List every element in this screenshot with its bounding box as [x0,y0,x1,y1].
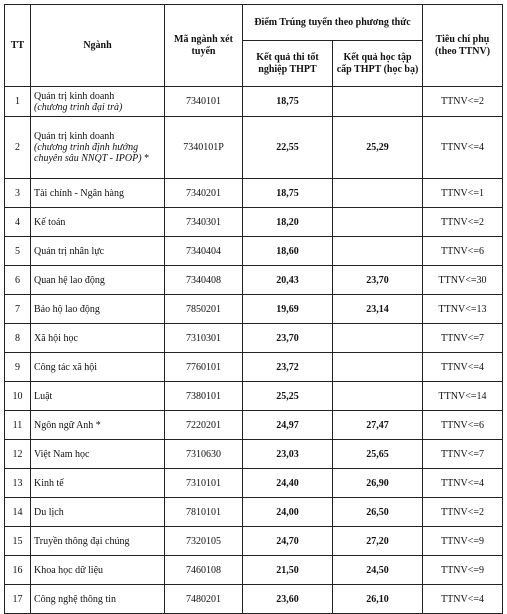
row-tieu-chi: TTNV<=2 [423,208,503,237]
row-nganh [31,411,165,440]
row-ma-nganh: 7380101 [165,382,243,411]
row-diem-hocba: 25,65 [333,440,423,469]
row-tt: 4 [5,208,31,237]
row-diem-hocba [333,382,423,411]
row-tt: 5 [5,237,31,266]
row-tieu-chi: TTNV<=7 [423,324,503,353]
nganh-name: Truyền thông đại chúng [34,535,130,547]
table-row [5,117,503,179]
row-nganh [31,556,165,585]
table-row [5,585,503,614]
row-tt: 9 [5,353,31,382]
row-ma-nganh: 7310301 [165,324,243,353]
row-tieu-chi: TTNV<=6 [423,411,503,440]
col-header-thpt: Kết quả thi tốt nghiệp THPT [243,41,333,87]
row-tt: 13 [5,469,31,498]
row-diem-thpt: 19,69 [243,295,333,324]
row-diem-hocba [333,179,423,208]
row-ma-nganh: 7340101P [165,117,243,179]
table-row [5,324,503,353]
nganh-name: Bảo hộ lao động [34,303,100,315]
row-diem-thpt: 21,50 [243,556,333,585]
table-row [5,353,503,382]
row-tieu-chi: TTNV<=6 [423,237,503,266]
nganh-name: Công tác xã hội [34,361,98,373]
row-nganh [31,382,165,411]
nganh-name: Quản trị nhân lực [34,245,105,257]
table-row [5,87,503,117]
row-diem-thpt: 23,60 [243,585,333,614]
row-nganh [31,585,165,614]
row-tieu-chi: TTNV<=2 [423,87,503,117]
row-tt: 17 [5,585,31,614]
nganh-name: Ngôn ngữ Anh * [34,419,101,431]
row-tt: 2 [5,117,31,179]
row-nganh [31,208,165,237]
row-tt: 8 [5,324,31,353]
row-diem-thpt: 25,25 [243,382,333,411]
row-diem-hocba: 26,10 [333,585,423,614]
row-ma-nganh: 7760101 [165,353,243,382]
row-diem-hocba: 26,50 [333,498,423,527]
row-ma-nganh: 7340301 [165,208,243,237]
row-tt: 12 [5,440,31,469]
row-tt: 15 [5,527,31,556]
row-diem-hocba: 27,20 [333,527,423,556]
nganh-name: Xã hội học [34,332,78,344]
row-ma-nganh: 7340408 [165,266,243,295]
row-tt: 1 [5,87,31,117]
row-diem-hocba [333,353,423,382]
nganh-note: (chương trình đại trà) [34,101,123,113]
row-diem-thpt: 23,03 [243,440,333,469]
row-tieu-chi: TTNV<=7 [423,440,503,469]
row-diem-hocba [333,237,423,266]
row-diem-hocba: 26,90 [333,469,423,498]
row-nganh [31,87,165,117]
row-nganh [31,237,165,266]
table-row [5,411,503,440]
row-tt: 16 [5,556,31,585]
nganh-name: Khoa học dữ liệu [34,564,104,576]
row-tieu-chi: TTNV<=9 [423,527,503,556]
row-ma-nganh: 7850201 [165,295,243,324]
row-nganh [31,324,165,353]
row-diem-hocba [333,324,423,353]
row-diem-thpt: 24,40 [243,469,333,498]
row-ma-nganh: 7220201 [165,411,243,440]
row-diem-thpt: 20,43 [243,266,333,295]
table-row [5,179,503,208]
row-diem-hocba: 23,14 [333,295,423,324]
row-ma-nganh: 7480201 [165,585,243,614]
row-diem-hocba: 27,47 [333,411,423,440]
row-ma-nganh: 7460108 [165,556,243,585]
row-nganh [31,469,165,498]
row-ma-nganh: 7340101 [165,87,243,117]
nganh-note: (chương trình định hướng chuyên sâu NNQT - IPOP) [34,142,142,164]
nganh-name: Kế toán [34,216,66,228]
nganh-suffix: * [141,153,150,164]
row-tieu-chi: TTNV<=14 [423,382,503,411]
row-diem-thpt: 24,00 [243,498,333,527]
row-nganh [31,266,165,295]
row-tieu-chi: TTNV<=13 [423,295,503,324]
nganh-name: Công nghệ thông tin [34,593,116,605]
row-tt: 7 [5,295,31,324]
row-diem-hocba: 24,50 [333,556,423,585]
table-row [5,440,503,469]
row-diem-hocba [333,208,423,237]
row-tt: 6 [5,266,31,295]
row-nganh [31,117,165,179]
nganh-name: Du lịch [34,506,64,518]
row-tt: 14 [5,498,31,527]
row-diem-thpt: 22,55 [243,117,333,179]
row-nganh [31,527,165,556]
table-row [5,556,503,585]
row-tieu-chi: TTNV<=9 [423,556,503,585]
row-diem-thpt: 24,97 [243,411,333,440]
col-header-ma-nganh: Mã ngành xét tuyển [165,5,243,87]
row-ma-nganh: 7340404 [165,237,243,266]
row-tieu-chi: TTNV<=4 [423,469,503,498]
row-diem-thpt: 24,70 [243,527,333,556]
row-nganh [31,498,165,527]
row-diem-hocba: 23,70 [333,266,423,295]
table-row [5,208,503,237]
row-diem-thpt: 18,60 [243,237,333,266]
table-row [5,266,503,295]
table-row [5,295,503,324]
col-header-tieu-chi: Tiêu chí phụ (theo TTNV) [423,5,503,87]
row-ma-nganh: 7340201 [165,179,243,208]
row-tieu-chi: TTNV<=30 [423,266,503,295]
col-header-hocba: Kết quả học tập cấp THPT (học bạ) [333,41,423,87]
table-row [5,498,503,527]
row-diem-hocba: 25,29 [333,117,423,179]
row-diem-thpt: 18,75 [243,87,333,117]
row-nganh [31,295,165,324]
row-ma-nganh: 7810101 [165,498,243,527]
table-row [5,469,503,498]
row-tt: 10 [5,382,31,411]
row-diem-thpt: 18,20 [243,208,333,237]
nganh-name: Quan hệ lao động [34,274,105,286]
row-diem-thpt: 18,75 [243,179,333,208]
row-diem-thpt: 23,70 [243,324,333,353]
row-tieu-chi: TTNV<=2 [423,498,503,527]
nganh-name: Luật [34,390,53,402]
row-tieu-chi: TTNV<=4 [423,585,503,614]
col-header-nganh: Ngành [31,5,165,87]
row-nganh [31,179,165,208]
table-row [5,527,503,556]
row-diem-thpt: 23,72 [243,353,333,382]
nganh-name: Kinh tế [34,477,64,489]
table-row [5,382,503,411]
row-nganh [31,353,165,382]
row-ma-nganh: 7320105 [165,527,243,556]
row-tieu-chi: TTNV<=4 [423,117,503,179]
nganh-name: Việt Nam học [34,448,90,460]
nganh-name: Quản trị kinh doanh [34,131,115,142]
nganh-name: Tài chính - Ngân hàng [34,187,124,199]
table-row [5,237,503,266]
row-tt: 3 [5,179,31,208]
row-ma-nganh: 7310101 [165,469,243,498]
col-header-diem-group: Điểm Trúng tuyển theo phương thức [243,5,423,41]
row-diem-hocba [333,87,423,117]
row-ma-nganh: 7310630 [165,440,243,469]
row-tieu-chi: TTNV<=1 [423,179,503,208]
row-nganh [31,440,165,469]
row-tieu-chi: TTNV<=4 [423,353,503,382]
row-tt: 11 [5,411,31,440]
nganh-name: Quản trị kinh doanh [34,90,115,102]
admission-scores-table [4,4,503,614]
col-header-tt: TT [5,5,31,87]
